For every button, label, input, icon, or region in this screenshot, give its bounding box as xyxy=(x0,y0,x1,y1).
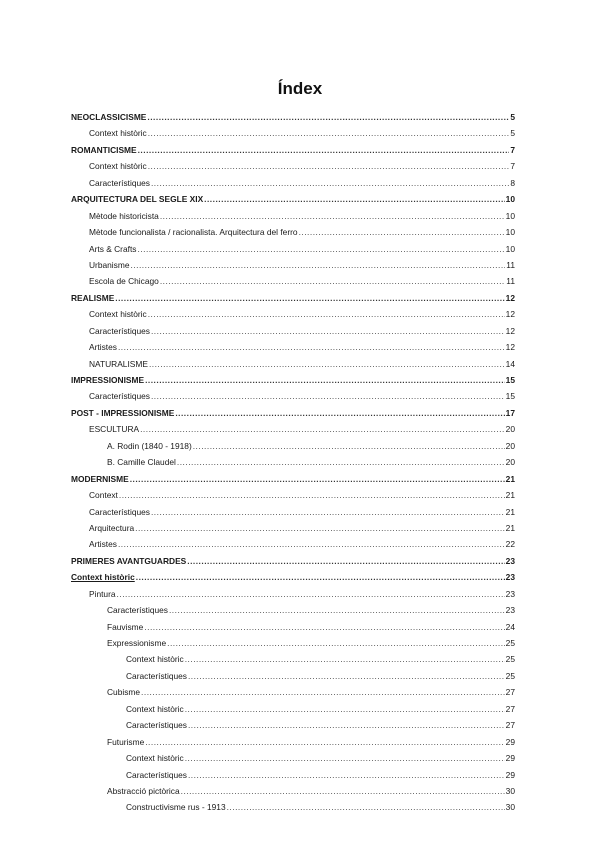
toc-entry[interactable] xyxy=(71,224,515,240)
toc-entry-label: Futurisme xyxy=(107,736,145,747)
toc-entry[interactable] xyxy=(71,536,515,552)
dot-leader xyxy=(177,454,505,470)
dot-leader xyxy=(188,767,505,783)
toc-entry-label: PRIMERES AVANTGUARDES xyxy=(71,555,187,566)
toc-entry-page-number: 12 xyxy=(505,342,515,353)
toc-entry-page-number: 12 xyxy=(505,325,515,336)
toc-entry-page-number: 24 xyxy=(505,621,515,632)
toc-entry[interactable] xyxy=(71,520,515,536)
toc-entry-page-number: 30 xyxy=(505,785,515,796)
dot-leader xyxy=(299,224,505,240)
dot-leader xyxy=(175,405,504,421)
toc-entry[interactable] xyxy=(71,504,515,520)
toc-entry-label: Context històric xyxy=(126,753,184,764)
toc-entry-label: ARQUITECTURA DEL SEGLE XIX xyxy=(71,194,204,205)
toc-entry-label: Fauvisme xyxy=(107,621,144,632)
toc-entry-page-number: 27 xyxy=(505,720,515,731)
toc-entry-page-number: 23 xyxy=(505,588,515,599)
dot-leader xyxy=(140,421,505,437)
toc-entry-label: Context històric xyxy=(89,161,147,172)
toc-entry-page-number: 11 xyxy=(506,276,515,287)
dot-leader xyxy=(151,504,505,520)
dot-leader xyxy=(151,323,505,339)
toc-entry[interactable] xyxy=(71,783,515,799)
dot-leader xyxy=(167,635,505,651)
toc-entry[interactable] xyxy=(71,339,515,355)
toc-entry-page-number: 11 xyxy=(506,259,515,270)
toc-entry[interactable] xyxy=(71,388,515,404)
dot-leader xyxy=(151,175,509,191)
toc-entry-page-number: 23 xyxy=(505,605,515,616)
dot-leader xyxy=(149,356,505,372)
toc-entry[interactable] xyxy=(71,569,515,585)
toc-entry-label: Abstracció pictòrica xyxy=(107,785,180,796)
toc-entry-page-number: 5 xyxy=(510,128,515,139)
toc-entry-page-number: 10 xyxy=(505,243,515,254)
toc-entry[interactable] xyxy=(71,257,515,273)
toc-entry-label: Context històric xyxy=(126,703,184,714)
toc-entry-label: Context històric xyxy=(89,309,147,320)
toc-entry-page-number: 7 xyxy=(510,144,515,155)
toc-entry-page-number: 12 xyxy=(505,309,515,320)
toc-entry[interactable] xyxy=(71,290,515,306)
dot-leader xyxy=(227,799,505,815)
dot-leader xyxy=(141,684,505,700)
toc-entry[interactable] xyxy=(71,306,515,322)
dot-leader xyxy=(185,750,505,766)
toc-entry-page-number: 29 xyxy=(505,736,515,747)
dot-leader xyxy=(188,717,505,733)
toc-entry-label: Característiques xyxy=(107,605,168,616)
toc-entry[interactable] xyxy=(71,438,515,454)
toc-entry[interactable] xyxy=(71,635,515,651)
toc-entry-label: NEOCLASSICISME xyxy=(71,112,147,122)
toc-entry-page-number: 21 xyxy=(505,506,515,517)
dot-leader xyxy=(160,208,505,224)
toc-entry[interactable] xyxy=(71,323,515,339)
dot-leader xyxy=(131,257,506,273)
toc-entry-label: Característiques xyxy=(89,506,150,517)
toc-entry[interactable] xyxy=(71,454,515,470)
toc-entry[interactable] xyxy=(71,125,515,141)
dot-leader xyxy=(145,734,504,750)
toc-entry[interactable] xyxy=(71,651,515,667)
toc-entry-page-number: 5 xyxy=(510,112,515,122)
toc-entry-label: A. Rodin (1840 - 1918) xyxy=(107,440,192,451)
toc-entry-label: Artistes xyxy=(89,342,117,353)
toc-entry-label: Característiques xyxy=(126,670,187,681)
dot-leader xyxy=(118,536,505,552)
toc-entry-label: Mètode funcionalista / racionalista. Arquitectura del ferro xyxy=(89,227,298,238)
dot-leader xyxy=(204,191,505,207)
toc-entry-label: Escola de Chicago xyxy=(89,276,159,287)
toc-entry-page-number: 10 xyxy=(505,194,515,205)
toc-entry[interactable] xyxy=(71,208,515,224)
toc-entry-label: B. Camille Claudel xyxy=(107,457,176,468)
toc-entry-page-number: 10 xyxy=(505,210,515,221)
toc-entry-page-number: 30 xyxy=(505,802,515,813)
toc-entry-page-number: 25 xyxy=(505,654,515,665)
toc-entry[interactable] xyxy=(71,405,515,421)
toc-entry[interactable] xyxy=(71,421,515,437)
toc-entry[interactable] xyxy=(71,684,515,700)
toc-entry-label: Context xyxy=(89,490,118,501)
toc-entry-label: Pintura xyxy=(89,588,116,599)
toc-entry[interactable] xyxy=(71,734,515,750)
toc-entry-label: Arts & Crafts xyxy=(89,243,137,254)
dot-leader xyxy=(138,142,510,158)
toc-entry-label: Cubisme xyxy=(107,687,141,698)
toc-entry[interactable] xyxy=(71,717,515,733)
toc-entry-label: Característiques xyxy=(126,720,187,731)
dot-leader xyxy=(119,487,505,503)
toc-entry-page-number: 25 xyxy=(505,670,515,681)
toc-entry[interactable] xyxy=(71,553,515,569)
toc-entry[interactable] xyxy=(71,668,515,684)
toc-entry-label: Constructivisme rus - 1913 xyxy=(126,802,226,813)
toc-entry[interactable] xyxy=(71,750,515,766)
toc-entry-page-number: 21 xyxy=(505,473,515,484)
dot-leader xyxy=(144,619,504,635)
toc-entry-label: IMPRESSIONISME xyxy=(71,375,145,385)
toc-entry-label: REALISME xyxy=(71,292,115,303)
dot-leader xyxy=(185,701,505,717)
toc-entry-label: Mètode historicista xyxy=(89,210,159,221)
dot-leader xyxy=(145,372,505,388)
dot-leader xyxy=(185,651,505,667)
dot-leader xyxy=(187,553,504,569)
dot-leader xyxy=(115,290,504,306)
toc-entry-label: ESCULTURA xyxy=(89,424,140,435)
toc-entry[interactable] xyxy=(71,619,515,635)
toc-entry-label: Característiques xyxy=(89,391,150,402)
toc-entry-label: Característiques xyxy=(89,177,150,188)
toc-entry-page-number: 29 xyxy=(505,753,515,764)
toc-entry-page-number: 20 xyxy=(505,440,515,451)
toc-entry-label: ROMANTICISME xyxy=(71,144,137,155)
toc-entry-label: Artistes xyxy=(89,539,117,550)
toc-entry[interactable] xyxy=(71,602,515,618)
toc-entry-label: MODERNISME xyxy=(71,473,129,484)
toc-entry-label: Context històric xyxy=(126,654,184,665)
dot-leader xyxy=(160,273,505,289)
toc-entry[interactable] xyxy=(71,586,515,602)
dot-leader xyxy=(169,602,505,618)
toc-entry-label: Expressionisme xyxy=(107,638,167,648)
toc-entry-page-number: 21 xyxy=(505,490,515,501)
toc-entry[interactable] xyxy=(71,175,515,191)
toc-entry-page-number: 12 xyxy=(505,292,515,303)
toc-entry-page-number: 7 xyxy=(510,161,515,172)
toc-entry-page-number: 27 xyxy=(505,703,515,714)
toc-entry[interactable] xyxy=(71,799,515,815)
toc-entry-page-number: 10 xyxy=(505,227,515,238)
toc-entry-label: NATURALISME xyxy=(89,358,148,369)
toc-entry-page-number: 21 xyxy=(505,522,515,533)
dot-leader xyxy=(137,241,504,257)
toc-entry[interactable] xyxy=(71,356,515,372)
toc-entry-label: Context històric xyxy=(71,572,135,583)
toc-entry-page-number: 14 xyxy=(505,358,515,369)
dot-leader xyxy=(118,339,505,355)
toc-entry-page-number: 27 xyxy=(505,687,515,698)
dot-leader xyxy=(130,471,505,487)
toc-entry-page-number: 15 xyxy=(505,375,515,385)
table-of-contents xyxy=(71,109,515,816)
dot-leader xyxy=(193,438,505,454)
dot-leader xyxy=(188,668,505,684)
toc-entry[interactable] xyxy=(71,767,515,783)
toc-entry[interactable] xyxy=(71,372,515,388)
toc-entry[interactable] xyxy=(71,471,515,487)
dot-leader xyxy=(148,306,505,322)
toc-entry-page-number: 17 xyxy=(505,407,515,418)
toc-entry-page-number: 23 xyxy=(505,572,515,583)
dot-leader xyxy=(151,388,505,404)
toc-entry-label: Context històric xyxy=(89,128,147,139)
dot-leader xyxy=(148,125,510,141)
toc-entry[interactable] xyxy=(71,158,515,174)
toc-entry[interactable] xyxy=(71,487,515,503)
toc-entry-page-number: 29 xyxy=(505,769,515,780)
dot-leader xyxy=(148,158,510,174)
toc-entry[interactable] xyxy=(71,241,515,257)
toc-entry[interactable] xyxy=(71,191,515,207)
toc-entry-page-number: 25 xyxy=(505,638,515,648)
toc-entry[interactable] xyxy=(71,109,515,125)
toc-entry-page-number: 15 xyxy=(505,391,515,402)
toc-entry[interactable] xyxy=(71,701,515,717)
toc-entry[interactable] xyxy=(71,273,515,289)
dot-leader xyxy=(135,520,505,536)
toc-entry-label: Arquitectura xyxy=(89,522,135,533)
toc-entry-label: Urbanisme xyxy=(89,259,130,270)
dot-leader xyxy=(181,783,505,799)
dot-leader xyxy=(147,109,509,125)
toc-entry-page-number: 20 xyxy=(505,424,515,435)
dot-leader xyxy=(136,569,505,585)
toc-entry-label: POST - IMPRESSIONISME xyxy=(71,407,175,418)
dot-leader xyxy=(117,586,505,602)
toc-entry-label: Característiques xyxy=(89,325,150,336)
page-title: Índex xyxy=(277,79,323,98)
toc-entry-page-number: 22 xyxy=(505,539,515,550)
toc-entry-label: Característiques xyxy=(126,769,187,780)
toc-entry-page-number: 23 xyxy=(505,555,515,566)
toc-entry-page-number: 20 xyxy=(505,457,515,468)
toc-entry[interactable] xyxy=(71,142,515,158)
toc-entry-page-number: 8 xyxy=(510,177,515,188)
